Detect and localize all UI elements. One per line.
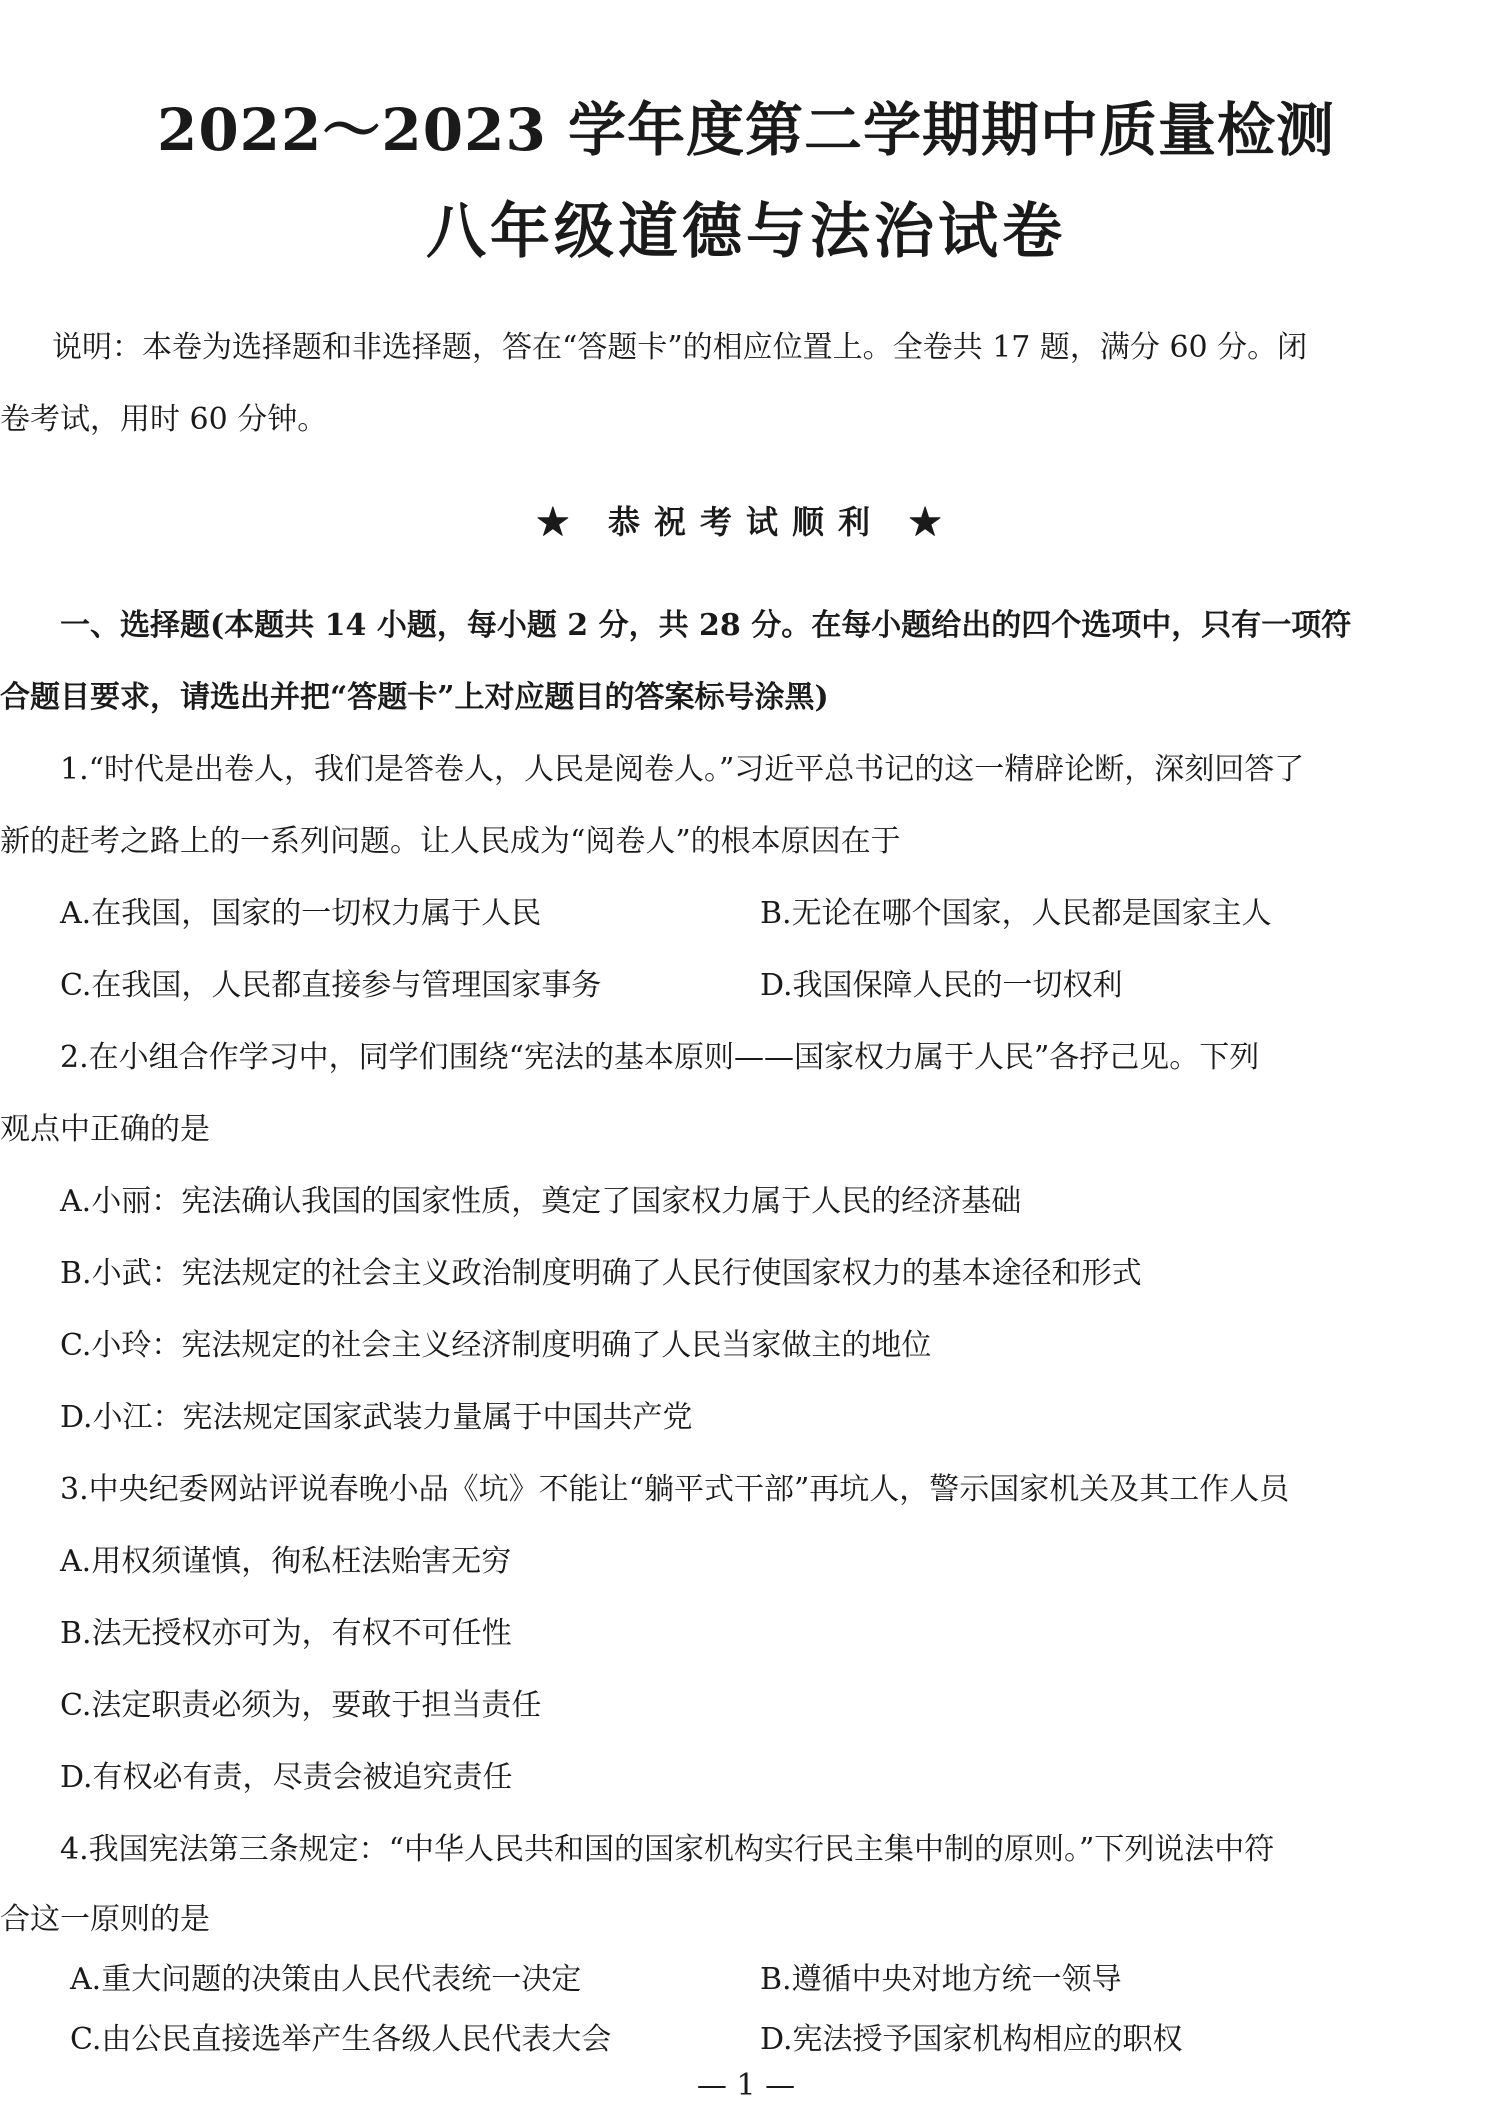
page-number: — 1 —	[696, 2068, 796, 2103]
section1-heading-line-1: 一、选择题(本题共 14 小题，每小题 2 分，共 28 分。在每小题给出的四个选项中，只有一项符	[60, 608, 1352, 643]
q4-stem-line-1: 4.我国宪法第三条规定：“中华人民共和国的国家机构实行民主集中制的原则。”下列说法中符	[60, 1832, 1275, 1867]
q2-stem-line-2: 观点中正确的是	[0, 1112, 210, 1147]
q4-option-a: A.重大问题的决策由人民代表统一决定	[70, 1962, 582, 1997]
blessing-banner: ★ 恭祝考试顺利 ★	[536, 503, 956, 541]
q3-option-c: C.法定职责必须为，要敢于担当责任	[60, 1688, 542, 1723]
exam-title-term: 2022～2023 学年度第二学期期中质量检测	[156, 96, 1336, 164]
q2-option-c: C.小玲：宪法规定的社会主义经济制度明确了人民当家做主的地位	[60, 1328, 932, 1363]
q3-option-a: A.用权须谨慎，徇私枉法贻害无穷	[60, 1544, 512, 1579]
q2-option-b: B.小武：宪法规定的社会主义政治制度明确了人民行使国家权力的基本途径和形式	[60, 1256, 1142, 1291]
instructions-line-2: 卷考试，用时 60 分钟。	[0, 402, 328, 437]
q2-option-a: A.小丽：宪法确认我国的国家性质，奠定了国家权力属于人民的经济基础	[60, 1184, 1022, 1219]
q1-stem-line-1: 1.“时代是出卷人，我们是答卷人，人民是阅卷人。”习近平总书记的这一精辟论断，深刻回答了	[60, 752, 1305, 787]
q4-stem-line-2: 合这一原则的是	[0, 1902, 210, 1937]
q1-option-a: A.在我国，国家的一切权力属于人民	[60, 896, 542, 931]
q1-stem-line-2: 新的赶考之路上的一系列问题。让人民成为“阅卷人”的根本原因在于	[0, 824, 901, 859]
q1-option-b: B.无论在哪个国家，人民都是国家主人	[760, 896, 1272, 931]
q4-option-d: D.宪法授予国家机构相应的职权	[760, 2022, 1183, 2057]
q4-option-c: C.由公民直接选举产生各级人民代表大会	[70, 2022, 612, 2057]
q4-option-b: B.遵循中央对地方统一领导	[760, 1962, 1122, 1997]
q1-option-d: D.我国保障人民的一切权利	[760, 968, 1123, 1003]
q3-option-d: D.有权必有责，尽责会被追究责任	[60, 1760, 513, 1795]
instructions-line-1: 说明：本卷为选择题和非选择题，答在“答题卡”的相应位置上。全卷共 17 题，满分 60 分。闭	[52, 330, 1308, 365]
exam-title-subject: 八年级道德与法治试卷	[426, 197, 1066, 267]
q2-stem-line-1: 2.在小组合作学习中，同学们围绕“宪法的基本原则——国家权力属于人民”各抒己见。下列	[60, 1040, 1260, 1075]
section1-heading-line-2: 合题目要求，请选出并把“答题卡”上对应题目的答案标号涂黑)	[0, 680, 829, 715]
q3-stem-line-1: 3.中央纪委网站评说春晚小品《坑》不能让“躺平式干部”再坑人，警示国家机关及其工作人员	[60, 1472, 1290, 1507]
q3-option-b: B.法无授权亦可为，有权不可任性	[60, 1616, 512, 1651]
q1-option-c: C.在我国，人民都直接参与管理国家事务	[60, 968, 602, 1003]
q2-option-d: D.小江：宪法规定国家武装力量属于中国共产党	[60, 1400, 693, 1435]
